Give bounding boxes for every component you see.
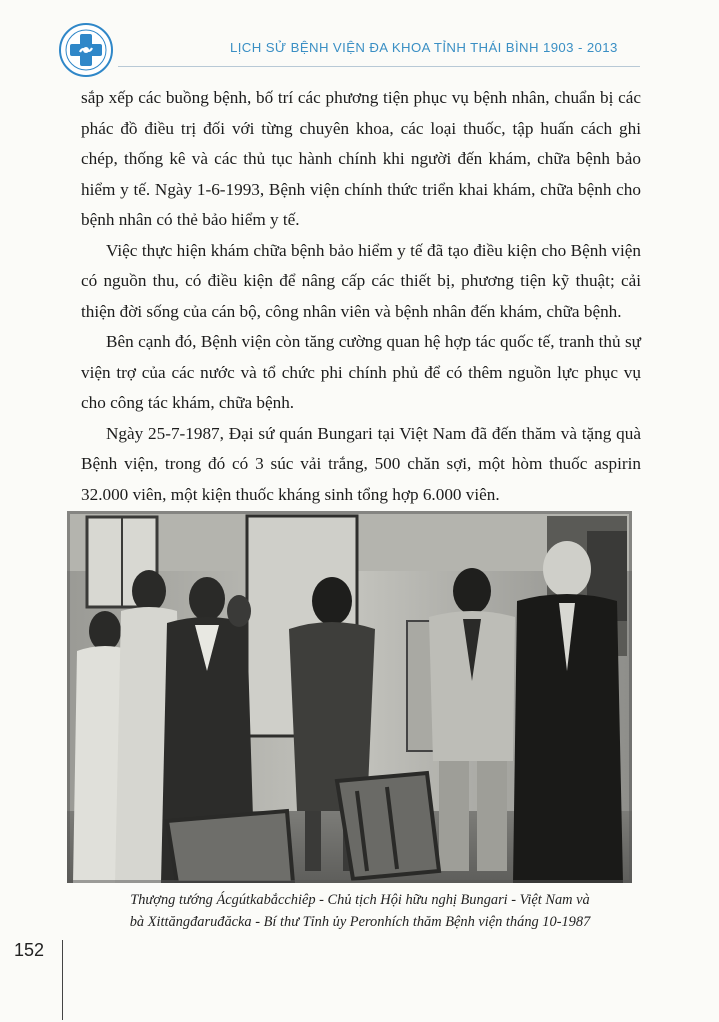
paragraph: sắp xếp các buồng bệnh, bố trí các phương tiện phục vụ bệnh nhân, chuẩn bị các phác đồ điều trị đối với từng chuyên khoa, các loại thuốc, tập huấn cách ghi chép, thống kê và các thủ tục hành chính khi người đến khám, chữa bệnh bảo hiểm y tế. Ngày 1-6-1993, Bệnh viện chính thức triển khai khám, chữa bệnh cho bệnh nhân có thẻ bảo hiểm y tế.: [81, 88, 641, 229]
page-number-divider: [62, 940, 63, 1020]
header-divider: [118, 66, 640, 67]
hospital-emblem-icon: [58, 22, 114, 78]
running-header: LỊCH SỬ BỆNH VIỆN ĐA KHOA TỈNH THÁI BÌNH 1903 - 2013: [230, 40, 618, 55]
caption-line: Thượng tướng Ácgútkabắcchiêp - Chủ tịch Hội hữu nghị Bungari - Việt Nam và: [130, 892, 590, 908]
photo-scene: [67, 511, 632, 883]
page-number: 152: [14, 940, 45, 960]
paragraph: Bên cạnh đó, Bệnh viện còn tăng cường quan hệ hợp tác quốc tế, tranh thủ sự viện trợ của các nước và tổ chức phi chính phủ để có thêm nguồn lực phục vụ cho công tác khám, chữa bệnh.: [81, 332, 641, 412]
photo-caption: [100, 890, 620, 933]
hospital-logo: [58, 22, 114, 78]
paragraph: Việc thực hiện khám chữa bệnh bảo hiểm y tế đã tạo điều kiện cho Bệnh viện có nguồn thu, có điều kiện để nâng cấp các thiết bị, phương tiện kỹ thuật; cải thiện đời sống của cán bộ, công nhân viên và bệnh nhân đến khám, chữa bệnh.: [81, 240, 641, 321]
historical-photo: [67, 511, 632, 883]
paragraph: Ngày 25-7-1987, Đại sứ quán Bungari tại Việt Nam đã đến thăm và tặng quà Bệnh viện, trong đó có 3 súc vải trắng, 500 chăn sợi, một hòm thuốc aspirin 32.000 viên, một kiện thuốc kháng sinh tổng hợp 6.000 viên.: [81, 423, 641, 504]
caption-line: bà Xittăngđaruđăcka - Bí thư Tỉnh ủy Peronhích thăm Bệnh viện tháng 10-1987: [129, 913, 591, 930]
body-text: [81, 83, 641, 510]
